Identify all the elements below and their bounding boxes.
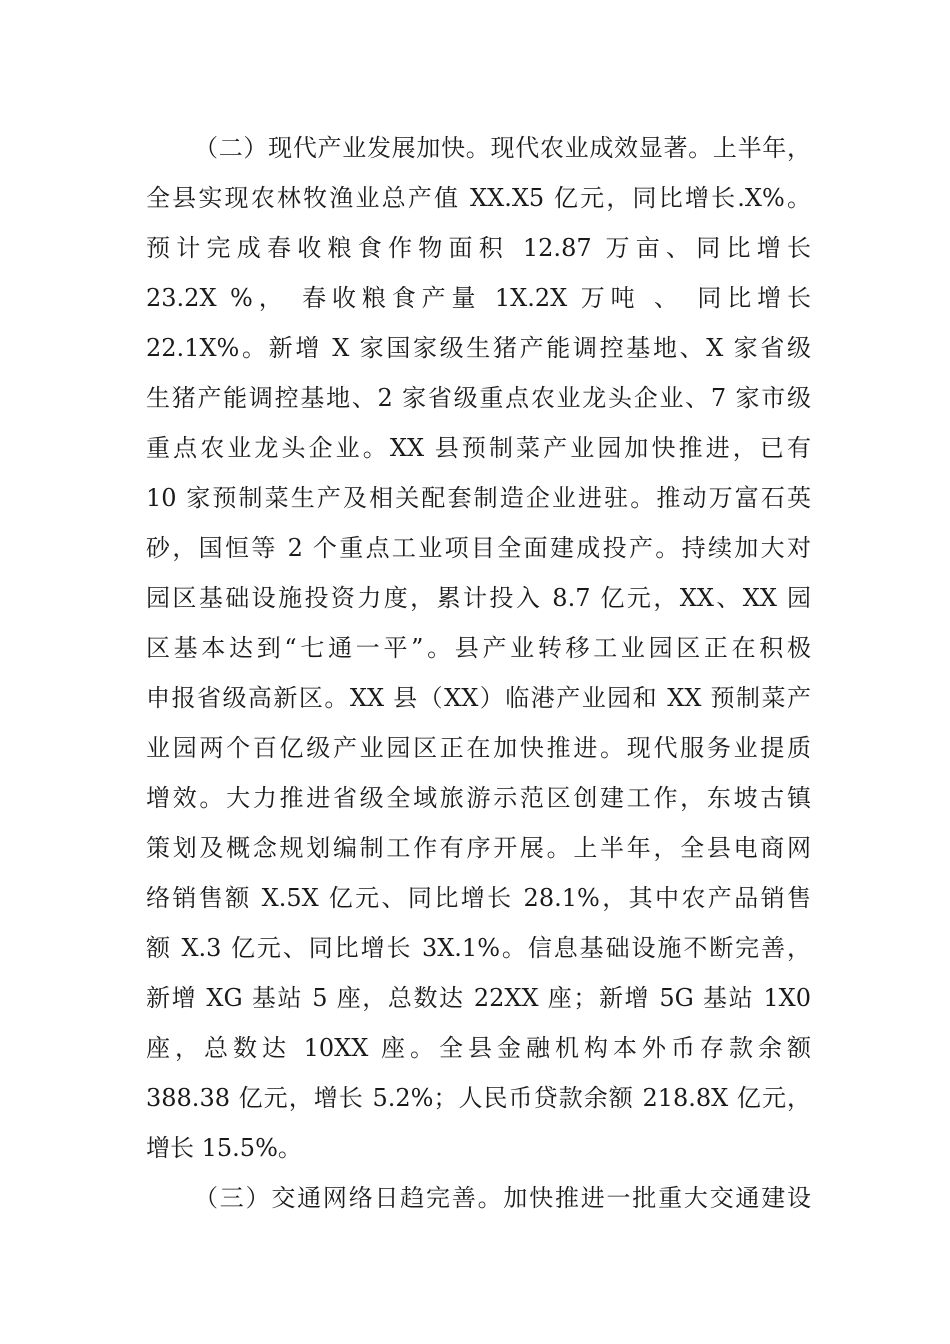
text-line: （三）交通网络日趋完善。加快推进一批重大交通建设 — [194, 1184, 811, 1212]
text-line: 重点农业龙头企业。XX 县预制菜产业园加快推进，已有 — [146, 434, 811, 462]
text-line: 业园两个百亿级产业园区正在加快推进。现代服务业提质 — [146, 734, 811, 762]
paragraph-transport-network — [146, 1173, 811, 1223]
text-line: 络销售额 X.5X 亿元、同比增长 28.1%，其中农产品销售 — [146, 884, 811, 912]
text-line: 预计完成春收粮食作物面积 12.87 万亩、同比增长 — [146, 234, 811, 262]
text-line: 生猪产能调控基地、2 家省级重点农业龙头企业、7 家市级 — [146, 384, 811, 412]
text-line: 23.2X %， 春收粮食产量 1X.2X 万吨 、 同比增长 — [146, 284, 811, 312]
paragraph-industry-development — [146, 123, 811, 1173]
text-line: 388.38 亿元，增长 5.2%；人民币贷款余额 218.8X 亿元， — [146, 1084, 811, 1112]
text-line: 策划及概念规划编制工作有序开展。上半年，全县电商网 — [146, 834, 811, 862]
text-line: 22.1X%。新增 X 家国家级生猪产能调控基地、X 家省级 — [146, 334, 811, 362]
text-line: （二）现代产业发展加快。现代农业成效显著。上半年， — [194, 134, 811, 162]
text-line: 全县实现农林牧渔业总产值 XX.X5 亿元，同比增长.X%。 — [146, 184, 811, 212]
text-line: 新增 XG 基站 5 座，总数达 22XX 座；新增 5G 基站 1X0 — [146, 984, 811, 1012]
text-line: 申报省级高新区。XX 县（XX）临港产业园和 XX 预制菜产 — [146, 684, 811, 712]
text-line: 增长 15.5%。 — [146, 1134, 302, 1162]
text-line: 园区基础设施投资力度，累计投入 8.7 亿元，XX、XX 园 — [146, 584, 811, 612]
text-line: 砂，国恒等 2 个重点工业项目全面建成投产。持续加大对 — [146, 534, 811, 562]
text-line: 区基本达到“七通一平”。县产业转移工业园区正在积极 — [146, 634, 811, 662]
text-line: 座，总数达 10XX 座。全县金融机构本外币存款余额 — [146, 1034, 811, 1062]
text-line: 增效。大力推进省级全域旅游示范区创建工作，东坡古镇 — [146, 784, 811, 812]
text-line: 10 家预制菜生产及相关配套制造企业进驻。推动万富石英 — [146, 484, 811, 512]
text-line: 额 X.3 亿元、同比增长 3X.1%。信息基础设施不断完善， — [146, 934, 811, 962]
